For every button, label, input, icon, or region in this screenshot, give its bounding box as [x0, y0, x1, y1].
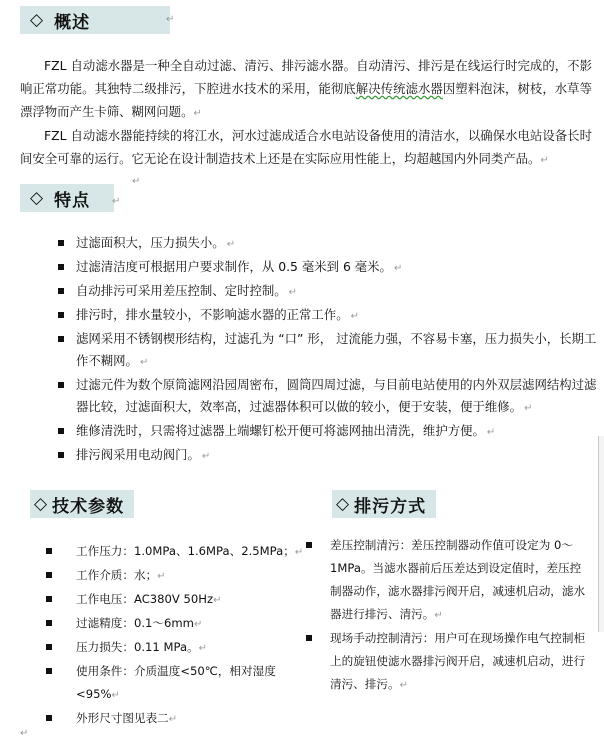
overview-heading-text: 概述 — [54, 12, 91, 33]
paragraph-mark-icon: ↵ — [168, 714, 178, 725]
paragraph-mark-icon: ↵ — [193, 619, 203, 630]
paragraph-mark-icon: ↵ — [201, 451, 211, 462]
list-item: 压力损失：0.11 MPa。↵ — [46, 636, 308, 660]
list-item: 过滤精度：0.1～6mm↵ — [46, 612, 308, 636]
paragraph-mark-icon: ↵ — [132, 176, 141, 187]
list-item: 过滤清洁度可根据用户要求制作，从 0.5 毫米到 6 毫米。 ↵ — [58, 256, 598, 280]
specs-heading — [30, 490, 134, 518]
paragraph-mark-icon: ↵ — [434, 610, 443, 621]
list-item: 外形尺寸图见表二↵ — [46, 707, 308, 731]
paragraph-mark-icon: ↵ — [294, 547, 304, 558]
vertical-scrollbar[interactable] — [598, 436, 604, 632]
overview-para1-b: 因塑料泡沫，树枝，水草等漂浮物而产生卡筛、糊网问题。 — [20, 81, 593, 119]
paragraph-mark-icon: ↵ — [486, 427, 496, 438]
paragraph-mark-icon: ↵ — [20, 728, 29, 739]
features-heading-text: 特点 — [54, 190, 91, 211]
list-item: 自动排污可采用差压控制、定时控制。 ↵ — [58, 280, 598, 304]
diamond-icon: ◇ — [30, 10, 45, 30]
features-list — [58, 232, 598, 468]
paragraph-mark-icon: ↵ — [524, 403, 533, 414]
overview-paragraph-2 — [20, 124, 592, 172]
diamond-icon: ◇ — [336, 494, 351, 514]
diamond-icon: ◇ — [30, 188, 45, 208]
list-item: 工作介质：水；↵ — [46, 564, 308, 588]
specs-heading-text: 技术参数 — [52, 496, 125, 517]
paragraph-mark-icon: ↵ — [399, 680, 408, 691]
paragraph-mark-icon: ↵ — [157, 571, 166, 582]
list-item: 工作电压：AC380V 50Hz↵ — [46, 588, 308, 612]
list-item: 现场手动控制清污：用户可在现场操作电气控制柜上的旋钮使滤水器排污阀开启，减速机启动，进行清污、排污。↵ — [306, 627, 592, 697]
paragraph-mark-icon: ↵ — [112, 196, 121, 207]
paragraph-mark-icon: ↵ — [393, 263, 403, 274]
paragraph-mark-icon: ↵ — [213, 595, 222, 606]
paragraph-mark-icon: ↵ — [193, 108, 202, 119]
overview-paragraph-1 — [20, 54, 592, 125]
paragraph-mark-icon: ↵ — [288, 287, 298, 298]
paragraph-mark-icon: ↵ — [540, 155, 549, 166]
paragraph-mark-icon: ↵ — [166, 14, 175, 25]
overview-para1-underlined: 解决传统滤水器 — [355, 81, 443, 96]
paragraph-mark-icon: ↵ — [139, 357, 149, 368]
list-item: 排污阀采用电动阀门。 ↵ — [58, 444, 598, 468]
list-item: 差压控制清污：差压控制器动作值可设定为 0～1MPa。当滤水器前后压差达到设定值时，差压控制器动作，滤水器排污阀开启，减速机启动，滤水器进行排污、清污。↵ — [306, 534, 592, 627]
overview-para1-a: FZL 自动滤水器是一种全自动过滤、清污、排污滤水器。自动清污、排污是在线运行时完成的，不影响正常功能。其独特二级排污，下腔进水技术的采用，能彻底 — [20, 58, 592, 96]
specs-list — [46, 540, 308, 731]
drain-heading — [332, 490, 436, 518]
list-item: 维修清洗时，只需将过滤器上端螺钉松开便可将滤网抽出清洗，维护方便。 ↵ — [58, 420, 598, 444]
list-item: 过滤元件为数个原筒滤网沿园周密布，圆筒四周过滤，与目前电站使用的内外双层滤网结构过滤器比较，过滤面积大，效率高，过滤器体积可以做的较小，便于安装，便于维修。 ↵ — [58, 374, 598, 420]
overview-heading — [20, 6, 170, 34]
paragraph-mark-icon: ↵ — [111, 690, 120, 701]
drain-heading-text: 排污方式 — [354, 496, 427, 517]
list-item: 排污时，排水量较小，不影响滤水器的正常工作。 ↵ — [58, 304, 598, 328]
list-item: 工作压力：1.0MPa、1.6MPa、2.5MPa；↵ — [46, 540, 308, 564]
list-item: 滤网采用不锈钢楔形结构，过滤孔为 “口” 形， 过流能力强，不容易卡塞，压力损失小，长期工作不糊网。 ↵ — [58, 328, 598, 374]
list-item: 过滤面积大，压力损失小。 ↵ — [58, 232, 598, 256]
paragraph-mark-icon: ↵ — [198, 643, 208, 654]
paragraph-mark-icon: ↵ — [350, 311, 359, 322]
overview-para2-text: FZL 自动滤水器能持续的将江水，河水过滤成适合水电站设备使用的清洁水，以确保水电站设备长时间安全可靠的运行。它无论在设计制造技术上还是在实际应用性能上，均超越国内外同类产品。 — [20, 128, 592, 166]
paragraph-mark-icon: ↵ — [226, 239, 236, 250]
features-heading — [20, 184, 114, 212]
drain-list — [306, 534, 592, 697]
diamond-icon: ◇ — [34, 494, 49, 514]
list-item: 使用条件：介质温度<50℃，相对湿度<95%↵ — [46, 660, 308, 707]
